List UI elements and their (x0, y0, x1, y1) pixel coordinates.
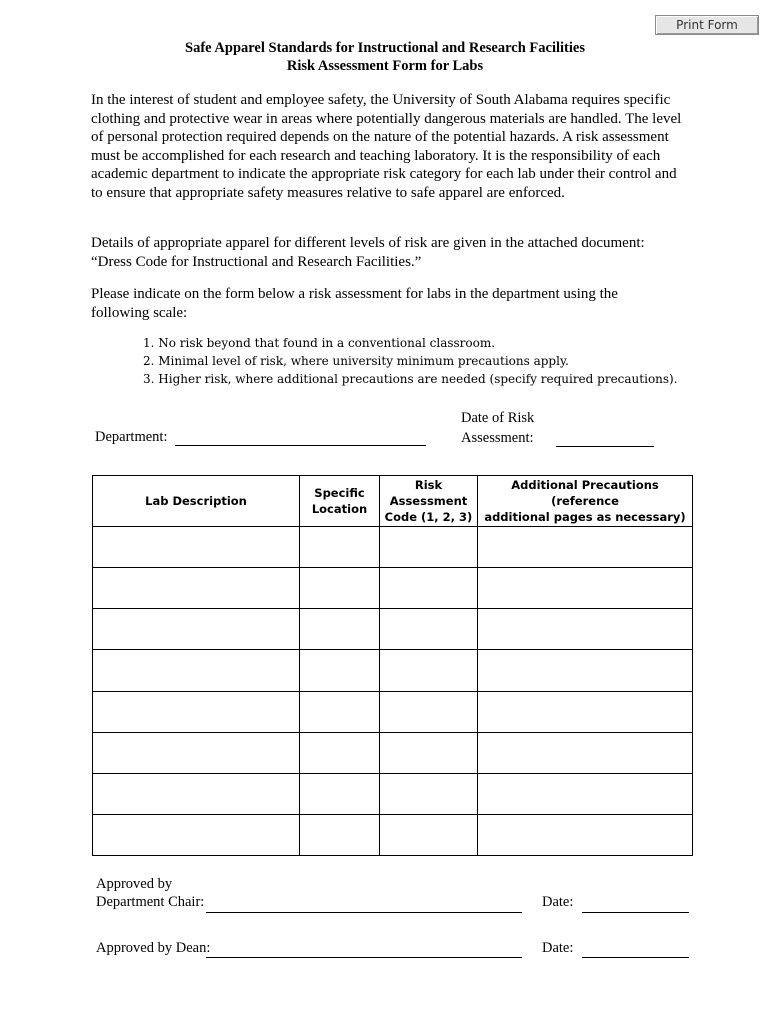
dean-date-field[interactable] (582, 957, 689, 958)
assessment-date-field[interactable] (556, 446, 654, 447)
location-cell[interactable] (300, 609, 380, 650)
scale-item-3: 3. Higher risk, where additional precautions are needed (specify required precautions). (143, 372, 678, 386)
department-field[interactable] (175, 445, 426, 446)
details-paragraph: Details of appropriate apparel for different levels of risk are given in the attached document: “Dress Code for Instructional and Research Facilities.” (91, 235, 645, 270)
header-lab-description: Lab Description (93, 476, 300, 527)
dean-approval-label: Approved by Dean: (96, 940, 211, 956)
risk-scale-list (143, 334, 678, 388)
lab-description-cell[interactable] (93, 773, 300, 814)
precautions-cell[interactable] (478, 691, 693, 732)
precautions-cell[interactable] (478, 773, 693, 814)
instruction-paragraph: Please indicate on the form below a risk assessment for labs in the department using the following scale: (91, 286, 618, 321)
risk-code-cell[interactable] (380, 732, 478, 773)
form-subtitle: Risk Assessment Form for Labs (286, 58, 484, 74)
lab-description-cell[interactable] (93, 527, 300, 568)
table-row (93, 609, 693, 650)
table-row (93, 527, 693, 568)
location-cell[interactable] (300, 732, 380, 773)
table-row (93, 568, 693, 609)
risk-code-cell[interactable] (380, 773, 478, 814)
table-row (93, 732, 693, 773)
approved-by-label: Approved by (96, 876, 173, 892)
risk-code-cell[interactable] (380, 609, 478, 650)
precautions-cell[interactable] (478, 568, 693, 609)
lab-description-cell[interactable] (93, 650, 300, 691)
lab-description-cell[interactable] (93, 609, 300, 650)
chair-date-label: Date: (542, 894, 574, 910)
precautions-cell[interactable] (478, 650, 693, 691)
risk-code-cell[interactable] (380, 691, 478, 732)
risk-code-cell[interactable] (380, 814, 478, 855)
table-row (93, 814, 693, 855)
date-label-line2: Assessment: (461, 430, 534, 446)
precautions-cell[interactable] (478, 732, 693, 773)
lab-assessment-table (92, 475, 693, 856)
dean-date-label: Date: (542, 940, 574, 956)
header-additional-precautions: Additional Precautions (reference additional pages as necessary) (478, 476, 693, 527)
table-header-row (93, 476, 693, 527)
scale-item-1: 1. No risk beyond that found in a conventional classroom. (143, 336, 496, 350)
risk-code-cell[interactable] (380, 527, 478, 568)
risk-code-cell[interactable] (380, 650, 478, 691)
lab-description-cell[interactable] (93, 568, 300, 609)
date-label-line1: Date of Risk (461, 410, 535, 426)
location-cell[interactable] (300, 568, 380, 609)
precautions-cell[interactable] (478, 814, 693, 855)
lab-description-cell[interactable] (93, 691, 300, 732)
department-chair-label: Department Chair: (96, 894, 205, 910)
form-title: Safe Apparel Standards for Instructional and Research Facilities (185, 40, 585, 56)
header-risk-code: Risk Assessment Code (1, 2, 3) (380, 476, 478, 527)
table-row (93, 773, 693, 814)
location-cell[interactable] (300, 650, 380, 691)
location-cell[interactable] (300, 691, 380, 732)
header-specific-location: Specific Location (300, 476, 380, 527)
precautions-cell[interactable] (478, 609, 693, 650)
intro-paragraph: In the interest of student and employee safety, the University of South Alabama requires specific clothing and protective wear in areas where potentially dangerous materials are handled. The level of personal protection required depends on the nature of the potential hazards. A risk assessment must be accomplished for each research and teaching laboratory. It is the responsibility of each academic department to indicate the appropriate risk category for each lab under their control and to ensure that appropriate safety measures relative to safe apparel are enforced. (91, 92, 682, 201)
print-form-button[interactable]: Print Form (655, 15, 759, 35)
location-cell[interactable] (300, 814, 380, 855)
table-row (93, 650, 693, 691)
location-cell[interactable] (300, 527, 380, 568)
scale-item-2: 2. Minimal level of risk, where university minimum precautions apply. (143, 354, 569, 368)
lab-description-cell[interactable] (93, 732, 300, 773)
dean-signature-field[interactable] (206, 957, 522, 958)
risk-code-cell[interactable] (380, 568, 478, 609)
department-label: Department: (95, 429, 168, 445)
lab-description-cell[interactable] (93, 814, 300, 855)
precautions-cell[interactable] (478, 527, 693, 568)
chair-date-field[interactable] (582, 912, 689, 913)
department-chair-signature-field[interactable] (206, 912, 522, 913)
location-cell[interactable] (300, 773, 380, 814)
table-row (93, 691, 693, 732)
